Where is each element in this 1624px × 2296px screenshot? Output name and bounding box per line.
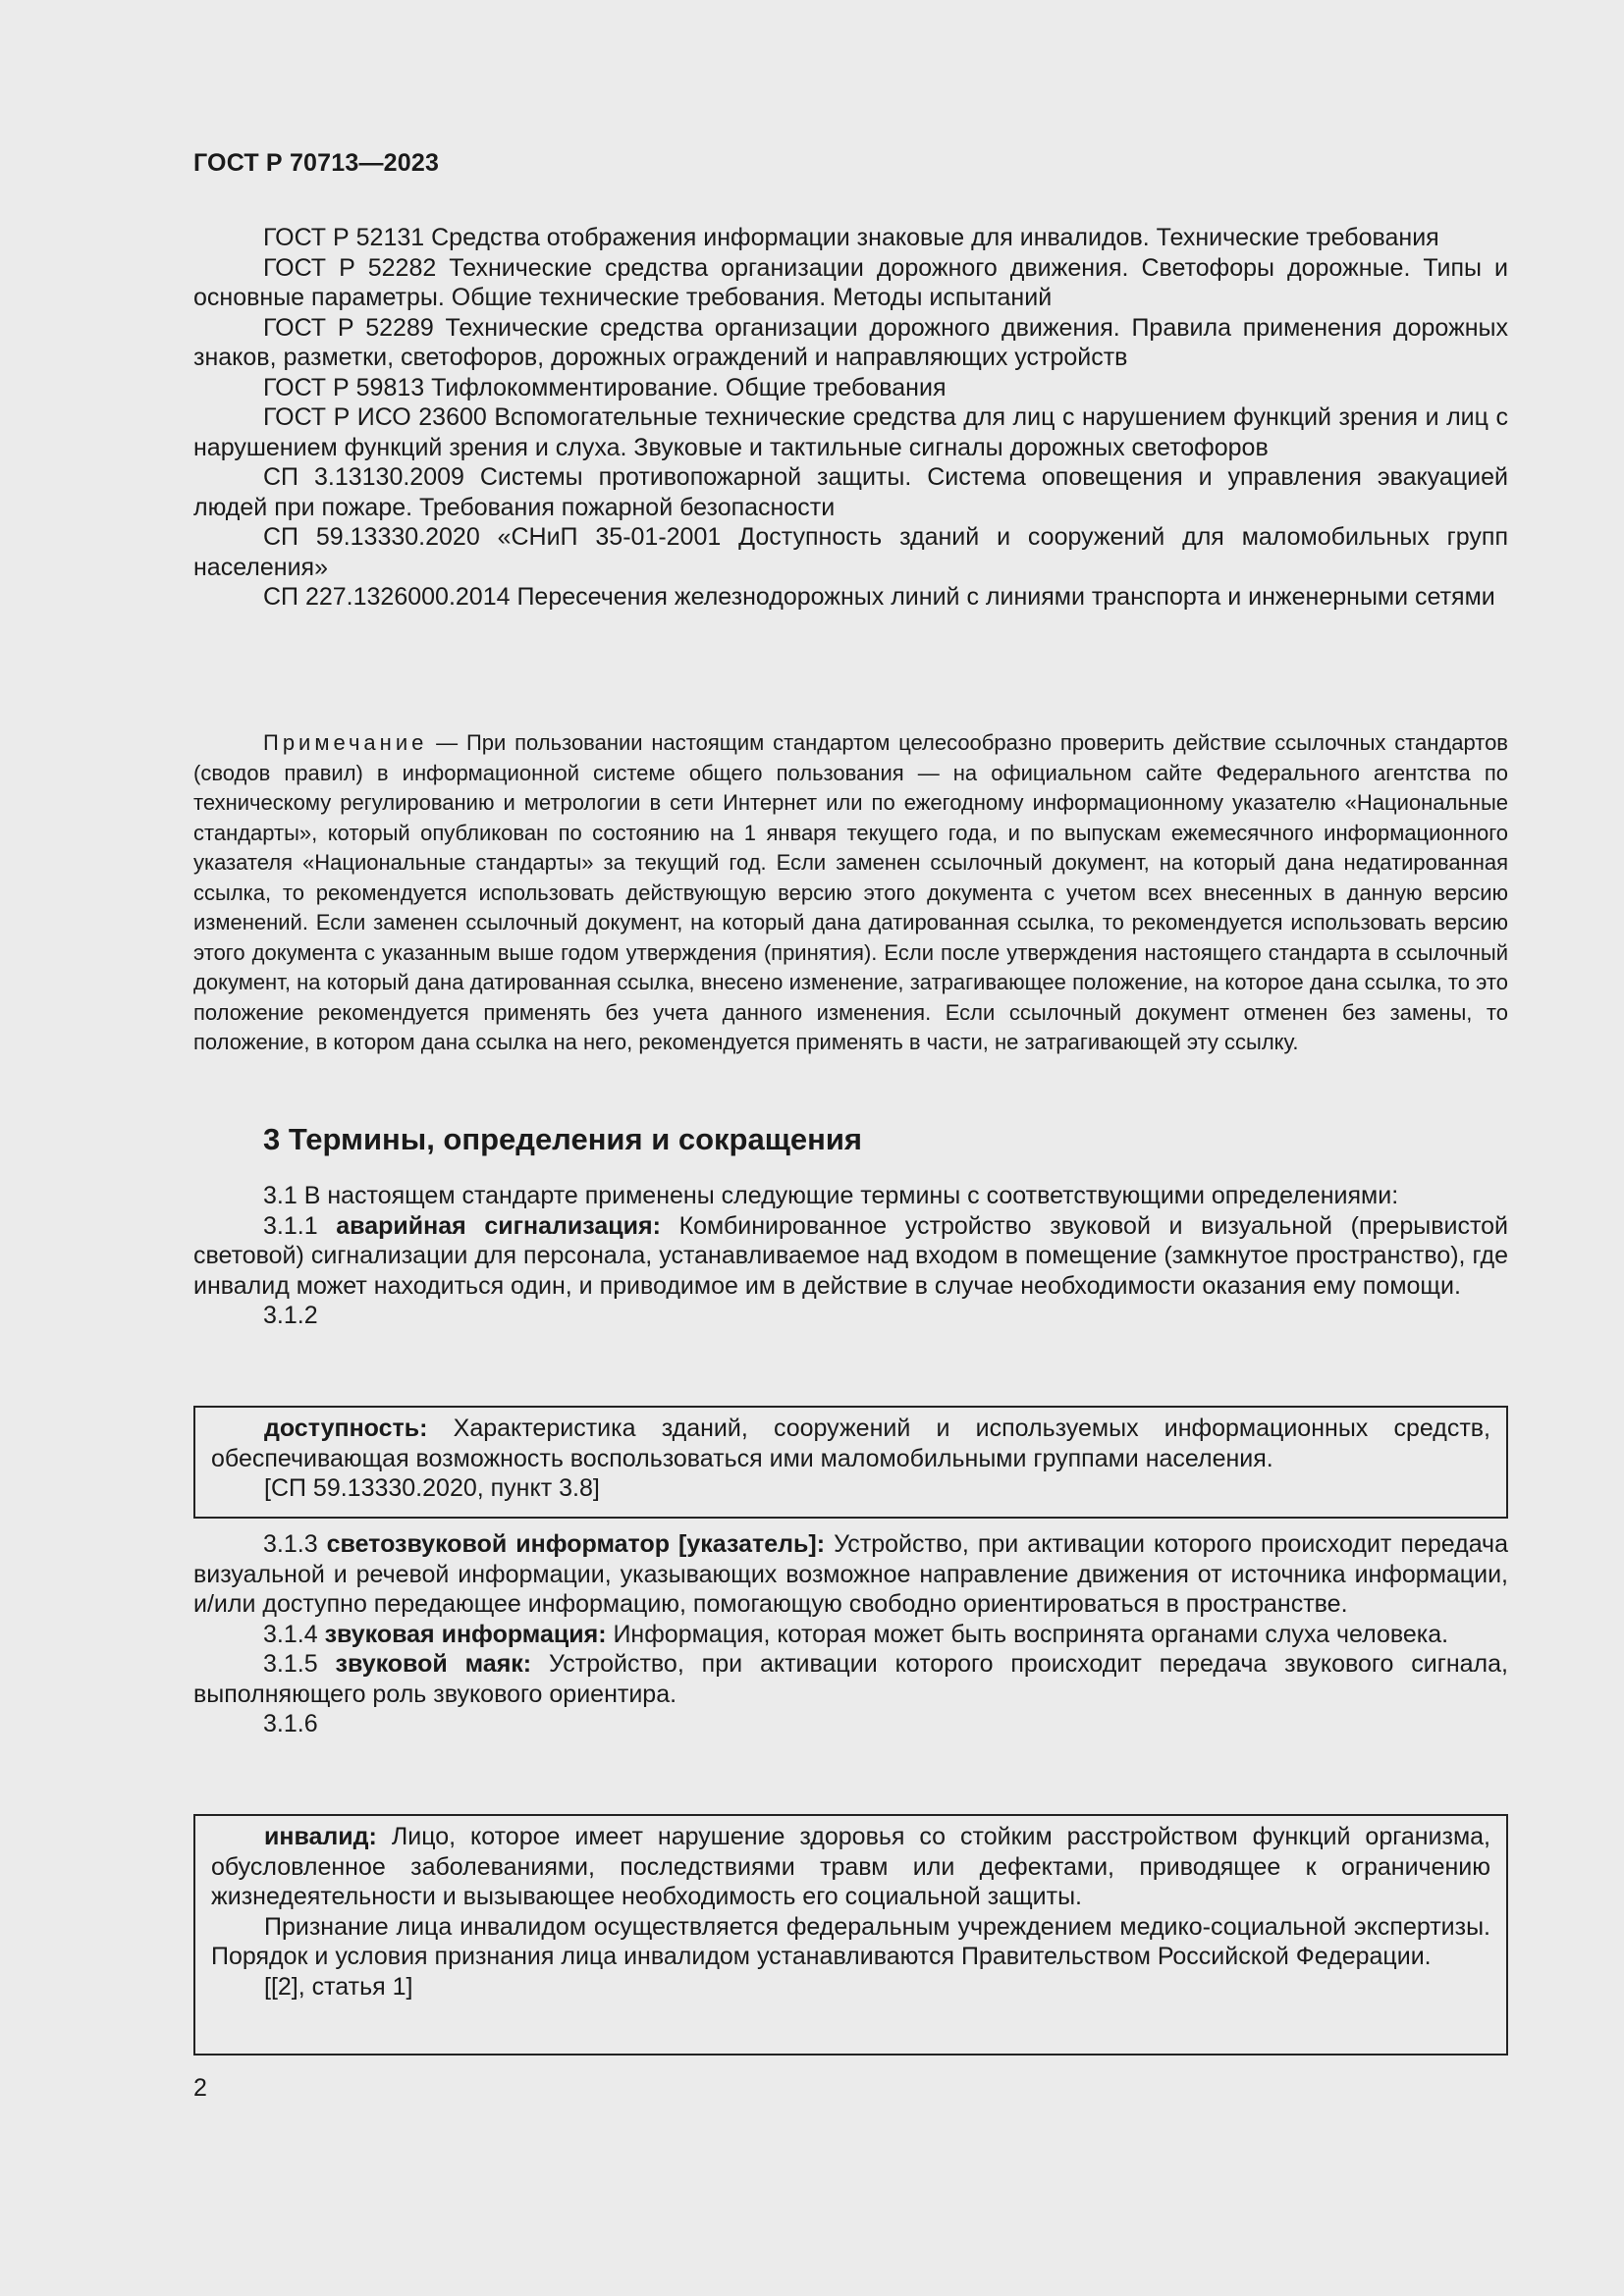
reference-item: СП 59.13330.2020 «СНиП 35-01-2001 Доступность зданий и сооружений для маломобильных групп населения» [193,523,1508,581]
term-definition: Лицо, которое имеет нарушение здоровья со стойким расстройством функций организма, обусловленное заболеваниями, последствиями травм или дефектами, приводящее к ограничению жизнедеятельности и вызывающее необходимость его социальной защиты. [211,1823,1490,1910]
reference-item: СП 3.13130.2009 Системы противопожарной защиты. Система оповещения и управления эвакуацией людей при пожаре. Требования пожарной безопасности [193,463,1508,521]
term-3-1-1: 3.1.1 аварийная сигнализация: Комбинированное устройство звуковой и визуальной (прерывистой световой) сигнализации для персонала, устанавливаемое над входом в помещение (замкнутое пространство), где инвалид может находиться один, и приводимое им в действие в случае необходимости оказания ему помощи. [193,1211,1508,1300]
term-name: светозвуковой информатор [указатель]: [326,1530,826,1558]
term-3-1-4: 3.1.4 звуковая информация: Информация, которая может быть воспринята органами слуха человека. [263,1620,1449,1648]
quoted-term-box [193,1406,1508,1519]
clause-3-1: 3.1 В настоящем стандарте применены следующие термины с соответствующими определениями: [263,1182,1399,1209]
term-definition: Характеристика зданий, сооружений и используемых информационных средств, обеспечивающая возможность воспользоваться ими маломобильными группами населения. [211,1415,1490,1472]
term-name: звуковая информация: [324,1620,607,1648]
reference-item: ГОСТ Р 59813 Тифлокомментирование. Общие требования [263,373,947,401]
reference-item: СП 227.1326000.2014 Пересечения железнодорожных линий с линиями транспорта и инженерными сетями [263,583,1495,611]
section-title: 3 Термины, определения и сокращения [263,1122,862,1156]
normative-references-list [193,223,1508,613]
quoted-term-box [193,1814,1508,2056]
term-source: [[2], статья 1] [264,1972,413,2001]
note-text: — При пользовании настоящим стандартом целесообразно проверить действие ссылочных стандартов (сводов правил) в информационной системе общего пользования — на официальном сайте Федерального агентства по техническому регулированию и метрологии в сети Интернет или по ежегодному информационному указателю «Национальные стандарты», который опубликован по состоянию на 1 января текущего года, и по выпускам ежемесячного информационного указателя «Национальные стандарты» за текущий год. Если заменен ссылочный документ, на который дана недатированная ссылка, то рекомендуется использовать действующую версию этого документа с учетом всех внесенных в данную версию изменений. Если заменен ссылочный документ, на который дана датированная ссылка, то рекомендуется использовать версию этого документа с указанным выше годом утверждения (принятия). Если после утверждения настоящего стандарта в ссылочный документ, на который дана датированная ссылка, внесено изменение, затрагивающее положение, на которое дана ссылка, то это положение рекомендуется применять без учета данного изменения. Если ссылочный документ отменен без замены, то положение, в котором дана ссылка на него, рекомендуется применять в части, не затрагивающей эту ссылку. [193,730,1508,1054]
term-3-1-2-number: 3.1.2 [263,1302,318,1329]
reference-item: ГОСТ Р 52289 Технические средства организации дорожного движения. Правила применения дорожных знаков, разметки, светофоров, дорожных ограждений и направляющих устройств [193,313,1508,371]
note-label: Примечание [263,730,428,755]
term-name: инвалид: [264,1823,377,1850]
term-3-1-5: 3.1.5 звуковой маяк: Устройство, при активации которого происходит передача звукового сигнала, выполняющего роль звукового ориентира. [193,1650,1508,1708]
term-definition: Устройство, при активации которого происходит передача визуальной и речевой информации, указывающих возможное направление движения от источника информации, и/или доступно передающее информацию, помогающую свободно ориентироваться в пространстве. [193,1530,1508,1618]
terms-list [193,1529,1508,1739]
term-definition: Информация, которая может быть воспринята органами слуха человека. [606,1620,1449,1648]
reference-item: ГОСТ Р ИСО 23600 Вспомогательные технические средства для лиц с нарушением функций зрения и лиц с нарушением функций зрения и слуха. Звуковые и тактильные сигналы дорожных светофоров [193,403,1508,461]
page-number: 2 [193,2074,207,2102]
term-name: аварийная сигнализация: [336,1211,661,1240]
term-note-paragraph: Признание лица инвалидом осуществляется федеральным учреждением медико-социальной экспертизы. Порядок и условия признания лица инвалидом устанавливаются Правительством Российской Федерации. [211,1912,1490,1970]
term-source: [СП 59.13330.2020, пункт 3.8] [264,1474,600,1502]
references-note [193,728,1508,1058]
terms-intro [193,1181,1508,1331]
document-header: ГОСТ Р 70713—2023 [193,149,440,177]
term-3-1-3: 3.1.3 светозвуковой информатор [указатель]: Устройство, при активации которого происходит передача визуальной и речевой информации, указывающих возможное направление движения от источника информации, и/или доступно передающее информацию, помогающую свободно ориентироваться в пространстве. [193,1530,1508,1618]
term-name: доступность: [264,1415,428,1442]
reference-item: ГОСТ Р 52131 Средства отображения информации знаковые для инвалидов. Технические требования [263,224,1439,251]
term-name: звуковой маяк: [335,1650,532,1678]
reference-item: ГОСТ Р 52282 Технические средства организации дорожного движения. Светофоры дорожные. Типы и основные параметры. Общие технические требования. Методы испытаний [193,253,1508,311]
term-definition: Устройство, при активации которого происходит передача звукового сигнала, выполняющего роль звукового ориентира. [193,1650,1508,1708]
term-definition: Комбинированное устройство звуковой и визуальной (прерывистой световой) сигнализации для персонала, устанавливаемое над входом в помещение (замкнутое пространство), где инвалид может находиться один, и приводимое им в действие в случае необходимости оказания ему помощи. [193,1211,1508,1300]
term-3-1-6-number: 3.1.6 [263,1710,318,1737]
